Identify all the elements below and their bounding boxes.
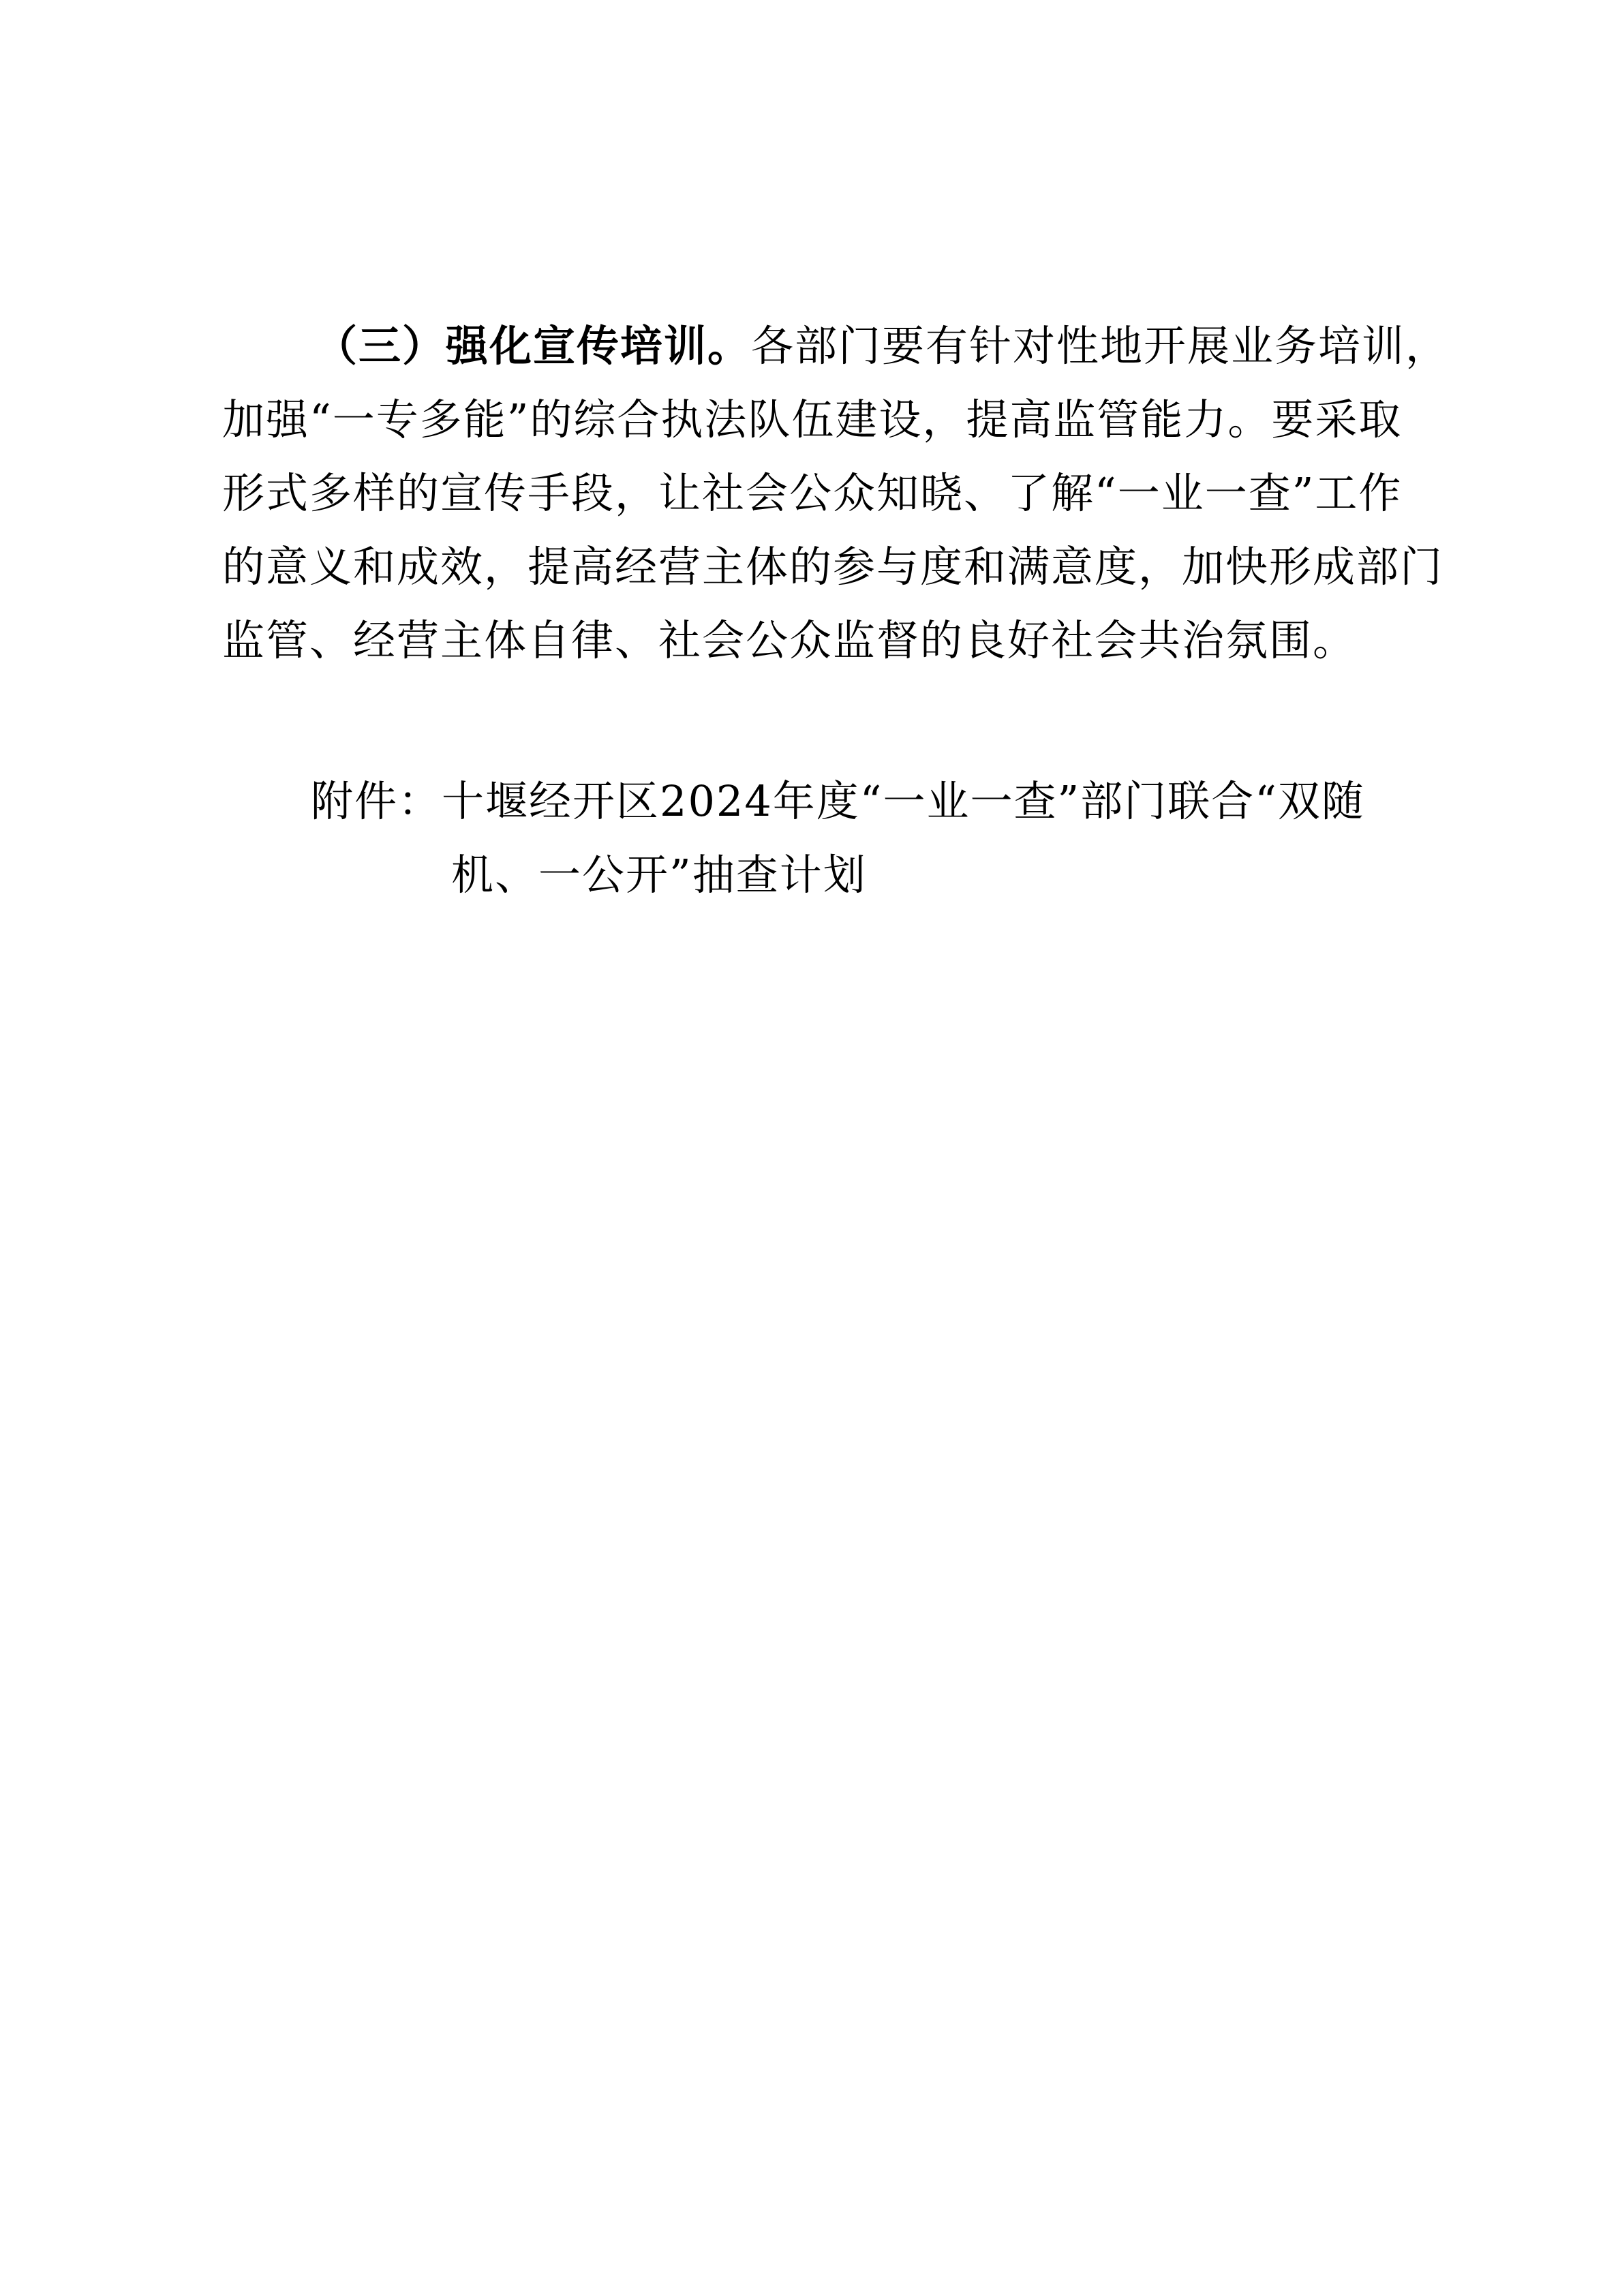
paragraph-line-4: 的意义和成效，提高经营主体的参与度和满意度，加快形成部门 <box>222 542 1444 592</box>
attachment-title-1: 十堰经开区2024年度“一业一查”部门联合“双随 <box>442 776 1365 826</box>
paragraph-line-5: 监管、经营主体自律、社会公众监督的良好社会共治氛围。 <box>222 615 1357 665</box>
attachment-label: 附件： <box>311 776 442 826</box>
paragraph-line-3: 形式多样的宣传手段，让社会公众知晓、了解“一业一查”工作 <box>222 468 1403 518</box>
section-heading: （三）强化宣传培训。 <box>315 321 752 371</box>
attachment-line-1 <box>311 774 1365 829</box>
paragraph-line-1 <box>222 319 1449 373</box>
attachment-title-2: 机、一公开”抽查计划 <box>451 850 867 900</box>
paragraph-text-1: 各部门要有针对性地开展业务培训， <box>751 321 1450 371</box>
paragraph-line-2: 加强“一专多能”的综合执法队伍建设，提高监管能力。要采取 <box>222 395 1403 444</box>
